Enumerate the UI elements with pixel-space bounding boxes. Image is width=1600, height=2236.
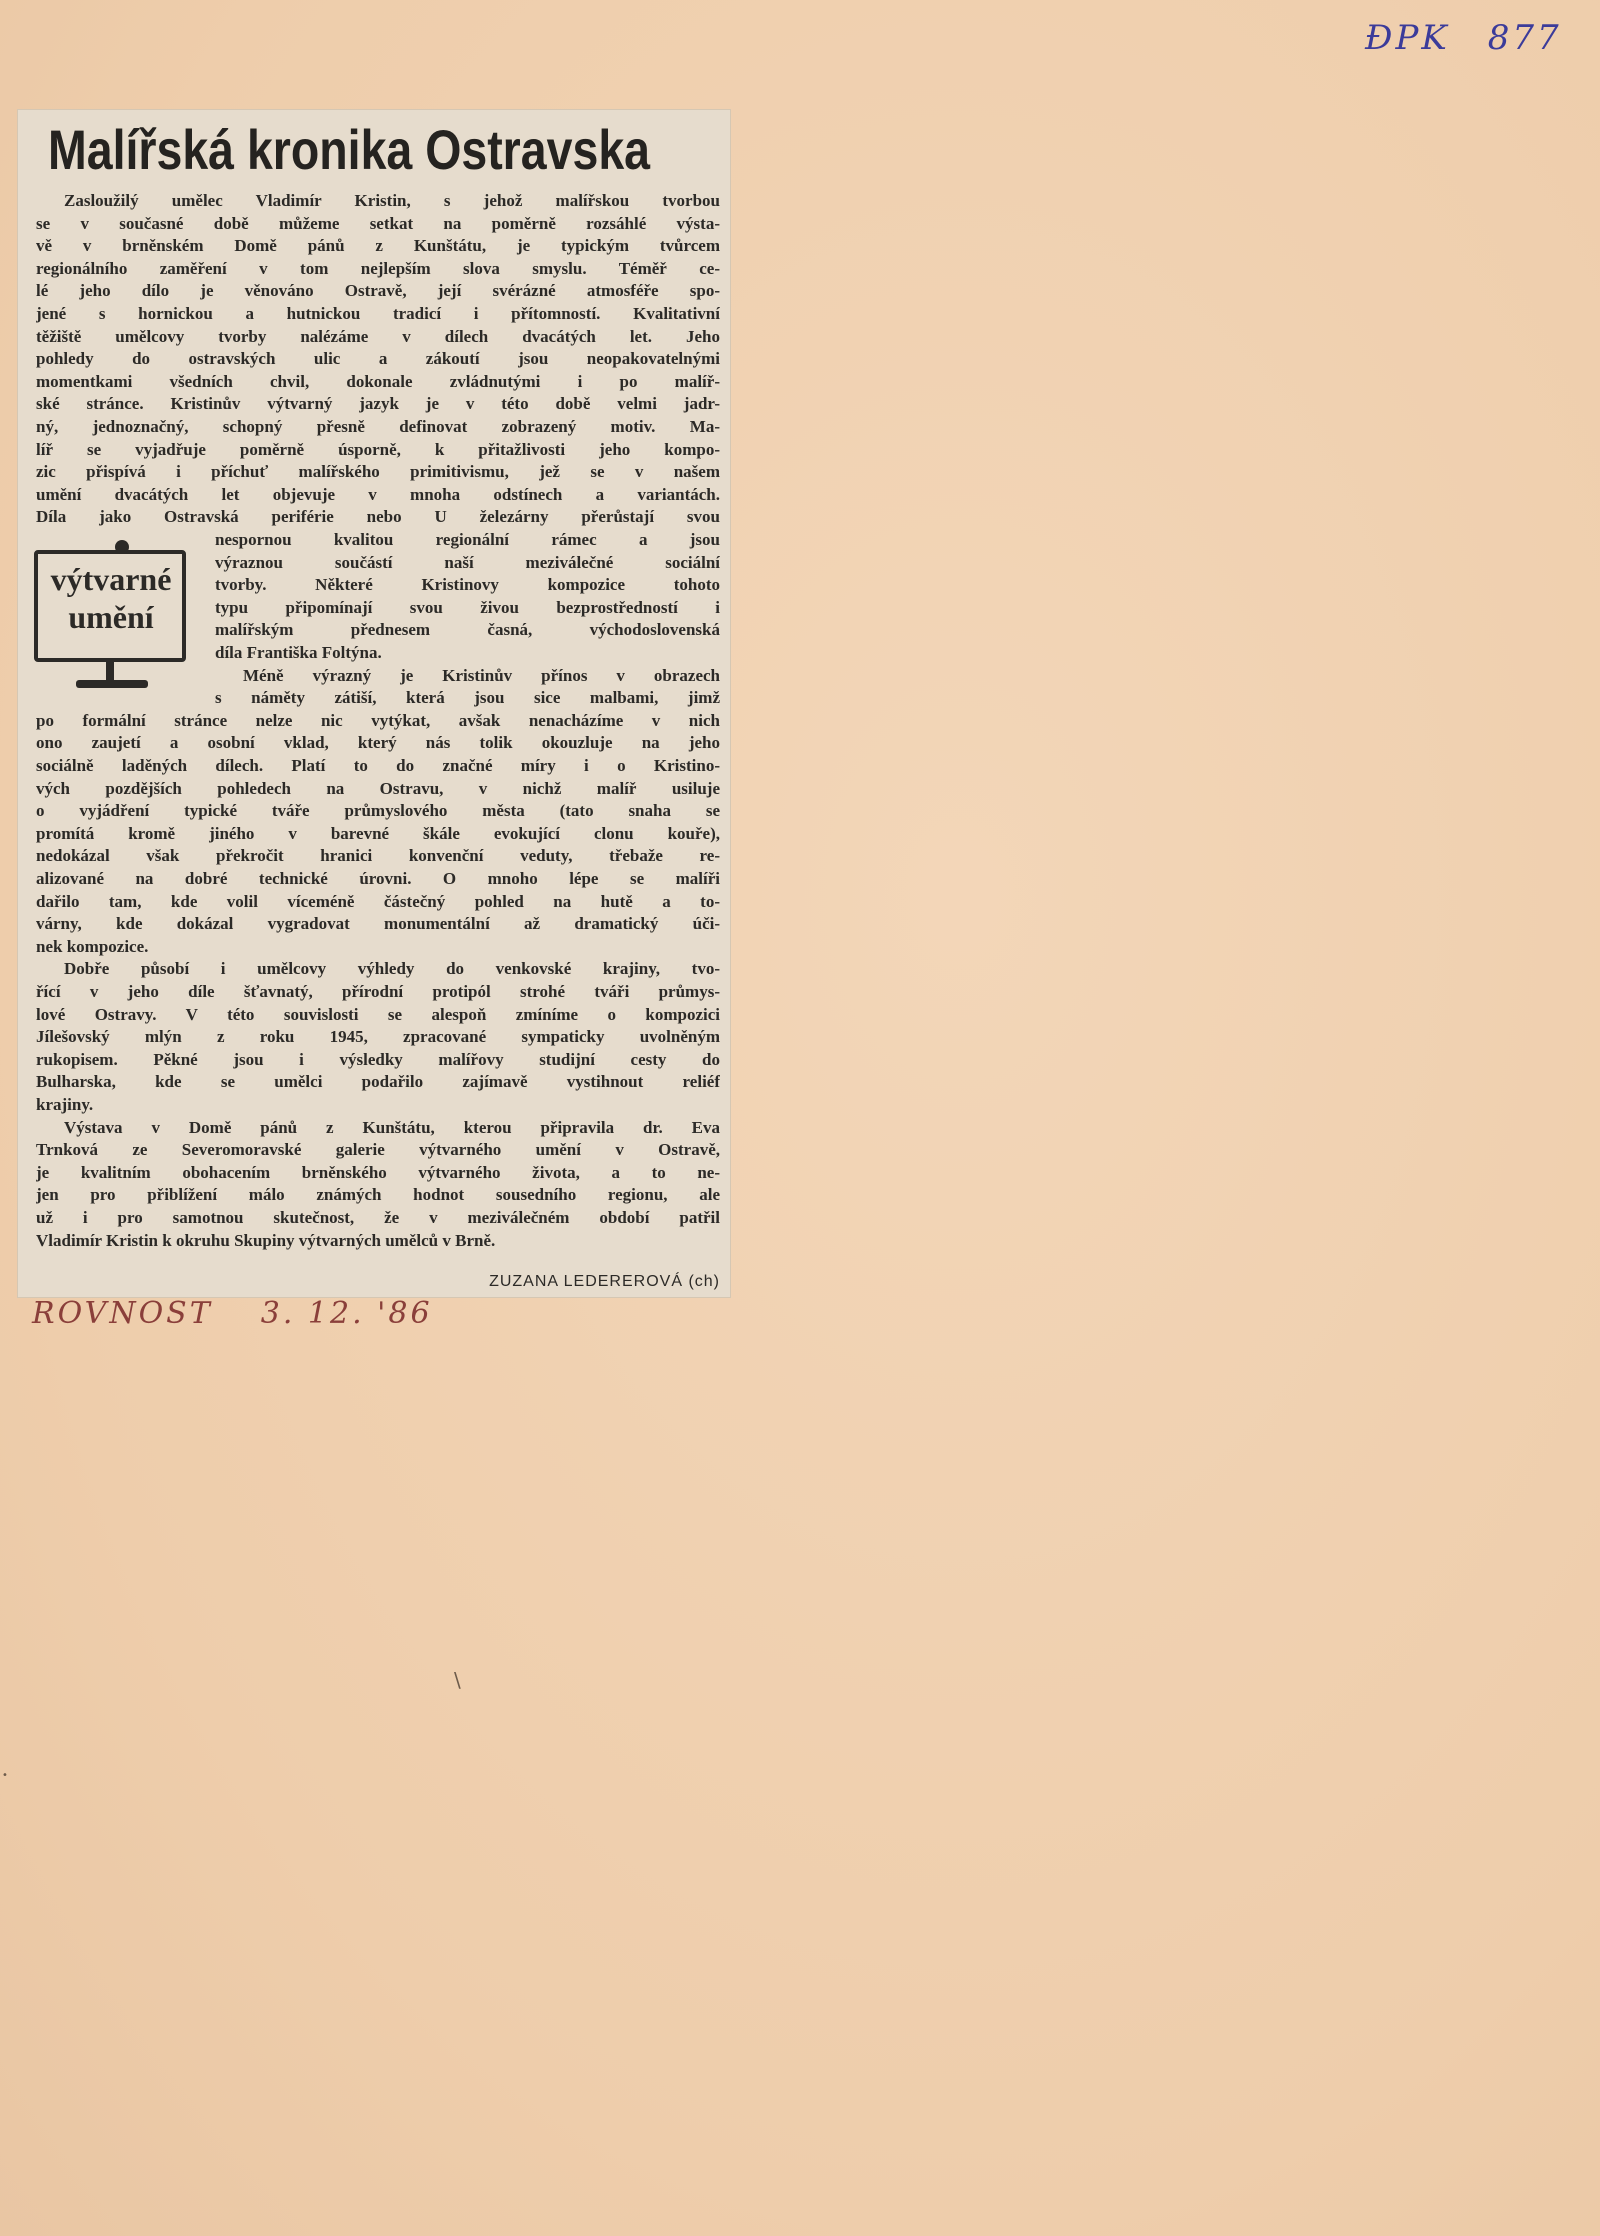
article-line: o vyjádření typické tváře průmyslového města (tato snaha se xyxy=(36,801,720,821)
antenna-dot-icon xyxy=(115,540,129,554)
article-line: už i pro samotnou skutečnost, že v meziválečném období patřil xyxy=(36,1208,720,1227)
article-line: dařilo tam, kde volil víceméně částečný pohled na hutě a to- xyxy=(36,891,720,911)
article-line: po formální stránce nelze nic vytýkat, avšak nenacházíme v nich xyxy=(36,710,720,730)
article-line: líř se vyjadřuje poměrně úsporně, k přitažlivosti jeho kompo- xyxy=(36,439,720,459)
article-line: Méně výrazný je Kristinův přínos v obrazech xyxy=(243,665,720,685)
article-line: rukopisem. Pěkné jsou i výsledky malířovy studijní cesty do xyxy=(36,1049,720,1069)
article-line: umění dvacátých let objevuje v mnoha odstínech a variantách. xyxy=(36,484,720,504)
article-line: regionálního zaměření v tom nejlepším slova smyslu. Téměř ce- xyxy=(36,258,720,278)
article-line: pohledy do ostravských ulic a zákoutí jsou neopakovatelnými xyxy=(36,349,720,369)
article-line: typu připomínají svou živou bezprostředností i xyxy=(215,597,720,617)
tv-base-icon xyxy=(76,680,148,688)
article-line: lové Ostravy. V této souvislosti se alespoň zmíníme o kompozici xyxy=(36,1004,720,1024)
article-line: Vladimír Kristin k okruhu Skupiny výtvarných umělců v Brně. xyxy=(36,1230,496,1250)
source-date: 3. 12. '86 xyxy=(260,1296,433,1331)
article-line: Dobře působí i umělcovy výhledy do venkovské krajiny, tvo- xyxy=(64,959,720,979)
article-line: jen pro přiblížení málo známých hodnot sousedního regionu, ale xyxy=(36,1185,720,1205)
article-line: Výstava v Domě pánů z Kunštátu, kterou připravila dr. Eva xyxy=(64,1117,720,1137)
article-line: zic přispívá i příchuť malířského primitivismu, jež se v našem xyxy=(36,462,720,482)
paper-speck: \ xyxy=(454,1668,461,1692)
article-line: Jílešovský mlýn z roku 1945, zpracované sympaticky uvolněným xyxy=(36,1027,720,1047)
article-line: je kvalitním obohacením brněnského výtvarného života, a to ne- xyxy=(36,1162,720,1182)
archive-number: 877 xyxy=(1487,18,1562,58)
article-line: vě v brněnském Domě pánů z Kunštátu, je typickým tvůrcem xyxy=(36,236,720,256)
article-headline: Malířská kronika Ostravska xyxy=(48,118,651,181)
article-line: nedokázal však překročit hranici konvenční veduty, třebaže re- xyxy=(36,846,720,866)
article-line: těžiště umělcovy tvorby nalézáme v dílech dvacátých let. Jeho xyxy=(36,326,720,346)
article-signature: ZUZANA LEDEREROVÁ (ch) xyxy=(489,1273,720,1290)
source-publication: ROVNOST xyxy=(32,1296,213,1331)
rubric-logo xyxy=(30,540,200,708)
article-line: ské stránce. Kristinův výtvarný jazyk je v této době velmi jadr- xyxy=(36,394,720,414)
article-line: krajiny. xyxy=(36,1095,94,1114)
article-line: nespornou kvalitou regionální rámec a jsou xyxy=(215,530,720,549)
article-line: Bulharska, kde se umělci podařilo zajímavě vystihnout reliéf xyxy=(36,1072,720,1092)
paper-speck: • xyxy=(2,1770,8,1781)
article-line: sociálně laděných dílech. Platí to do značné míry i o Kristino- xyxy=(36,756,720,775)
article-line: nek kompozice. xyxy=(36,936,149,956)
article-line: lé jeho dílo je věnováno Ostravě, její svérázné atmosféře spo- xyxy=(36,281,720,301)
article-line: s náměty zátiší, která jsou sice malbami, jimž xyxy=(215,688,720,708)
article-line: ono zaujetí a osobní vklad, který nás tolik okouzluje na jeho xyxy=(36,733,720,753)
article-line: řící v jeho díle šťavnatý, přírodní protipól strohé tváři průmys- xyxy=(36,982,720,1001)
article-line: ný, jednoznačný, schopný přesně definovat zobrazený motiv. Ma- xyxy=(36,417,720,436)
rubric-word-2: umění xyxy=(68,599,154,635)
article-line: promítá kromě jiného v barevné škále evokující clonu kouře), xyxy=(36,823,720,843)
article-line: alizované na dobré technické úrovni. O mnoho lépe se malíři xyxy=(36,869,720,888)
article-line: díla Františka Foltýna. xyxy=(215,643,382,662)
article-line: jené s hornickou a hutnickou tradicí i přítomností. Kvalitativní xyxy=(36,304,720,323)
handwritten-source-note xyxy=(32,1296,433,1331)
tv-stand-icon xyxy=(106,662,114,682)
newspaper-clipping xyxy=(18,110,730,1297)
article-line: vých pozdějších pohledech na Ostravu, v nichž malíř usiluje xyxy=(36,778,720,798)
article-line: Zasloužilý umělec Vladimír Kristin, s jehož malířskou tvorbou xyxy=(64,191,720,210)
article-line: výraznou součástí naší meziválečné sociální xyxy=(215,552,720,572)
rubric-word-1: výtvarné xyxy=(50,561,172,597)
archive-code: ÐPK xyxy=(1365,18,1450,58)
article-line: malířským přednesem časná, východoslovenská xyxy=(215,620,720,640)
article-line: tvorby. Některé Kristinovy kompozice tohoto xyxy=(215,575,720,595)
article-line: Trnková ze Severomoravské galerie výtvarného umění v Ostravě, xyxy=(36,1140,720,1160)
article-line: momentkami všedních chvil, dokonale zvládnutými i po malíř- xyxy=(36,371,720,391)
article-line: Díla jako Ostravská periférie nebo U železárny přerůstají svou xyxy=(36,507,720,527)
article-line: várny, kde dokázal vygradovat monumentální až dramatický úči- xyxy=(36,914,720,934)
handwritten-archive-mark xyxy=(1365,18,1562,58)
article-line: se v současné době můžeme setkat na poměrně rozsáhlé výsta- xyxy=(36,213,720,233)
